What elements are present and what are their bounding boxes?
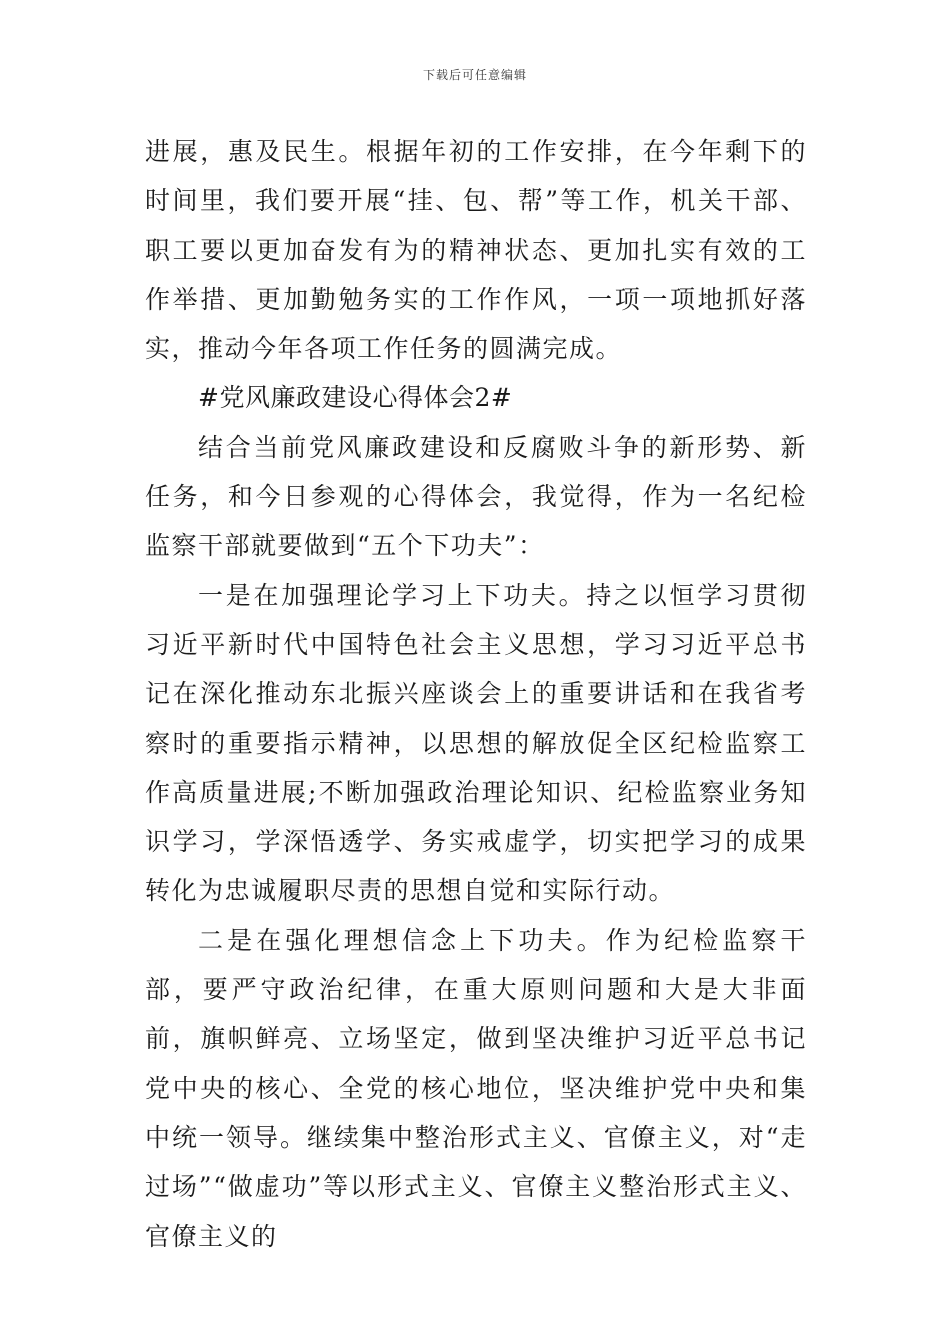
paragraph-point-two: 二是在强化理想信念上下功夫。作为纪检监察干部，要严守政治纪律，在重大原则问题和大是大非面前，旗帜鲜亮、立场坚定，做到坚决维护习近平总书记党中央的核心、全党的核心地位，坚决维护党中央和集中统一领导。继续集中整治形式主义、官僚主义，对“走过场”“做虚功”等以形式主义、官僚主义整治形式主义、官僚主义的: [145, 925, 807, 1251]
paragraph-continuation: 进展，惠及民生。根据年初的工作安排，在今年剩下的时间里，我们要开展“挂、包、帮”等工作，机关干部、职工要以更加奋发有为的精神状态、更加扎实有效的工作举措、更加勤勉务实的工作作风，一项一项地抓好落实，推动今年各项工作任务的圆满完成。: [145, 137, 807, 364]
page-header: 下载后可任意编辑: [422, 68, 527, 82]
paragraph-point-one: 一是在加强理论学习上下功夫。持之以恒学习贯彻习近平新时代中国特色社会主义思想，学习习近平总书记在深化推动东北振兴座谈会上的重要讲话和在我省考察时的重要指示精神，以思想的解放促全区纪检监察工作高质量进展;不断加强政治理论知识、纪检监察业务知识学习，学深悟透学、务实戒虚学，切实把学习的成果转化为忠诚履职尽责的思想自觉和实际行动。: [145, 580, 807, 906]
paragraph-intro: 结合当前党风廉政建设和反腐败斗争的新形势、新任务，和今日参观的心得体会，我觉得，作为一名纪检监察干部就要做到“五个下功夫”：: [145, 432, 807, 561]
document-body: [145, 127, 807, 1261]
section-heading: #党风廉政建设心得体会2#: [198, 383, 513, 413]
